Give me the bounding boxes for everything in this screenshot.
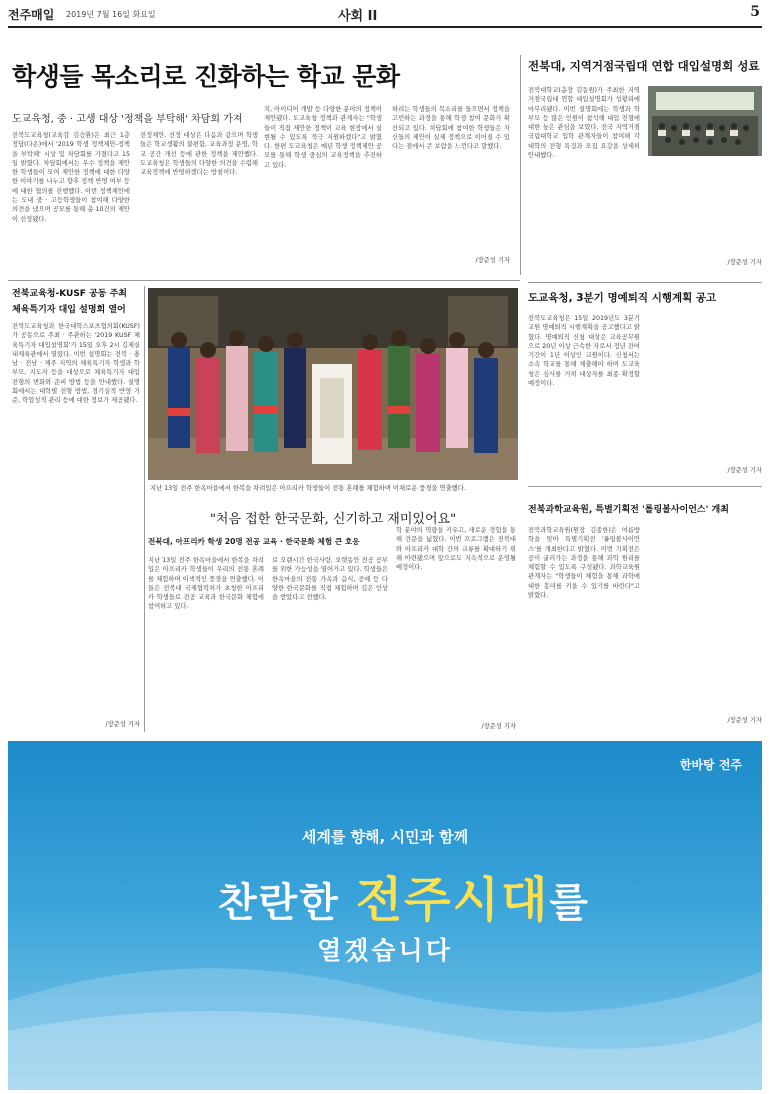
main-article-col3: 치, 아이디어 개발 등 다양한 분야의 정책이 제안됐다. 도교육청 정책과 관계자는 "학생들이 직접 제안한 정책이 교육 현장에서 실현될 수 있도록 적극 지원하겠다"고 밝혔다. 한편 도교육청은 매년 학생 정책제안 공모를 통해 학생 중심의 교육정책을 추진하고 있다. xyxy=(264,106,382,169)
side3-text-cont xyxy=(650,526,762,712)
section-divider xyxy=(528,282,762,283)
section-divider xyxy=(528,486,762,487)
side3-text: 전북과학교육원(원장 김종한)은 여름방학을 맞아 특별기획전 '롤링볼사이언스'를 개최한다고 밝혔다. 이번 기획전은 공이 굴러가는 과정을 통해 과학 원리를 체험할 수 있도록 구성됐다. 과학교육원 관계자는 "학생들이 체험을 통해 과학에 대한 흥미를 키울 수 있기를 바란다"고 밝혔다. xyxy=(528,527,640,600)
side2-text-cont xyxy=(650,314,762,464)
paper-name: 전주매일 xyxy=(8,8,55,22)
ad-headline xyxy=(218,861,590,930)
feature-col1: 지난 13일 전주 한옥마을에서 한복을 차려입은 아프리카 학생들이 우리의 전통 혼례를 체험하며 이색적인 풍경을 연출했다. 이들은 전북대 국제협력처가 초청한 아프리카 학생들로 전공 교육과 한국문화 체험에 참여하고 있다. xyxy=(148,557,264,611)
side1-text: 전북대학교(총장 김동원)가 주최한 지역거점국립대 연합 대입설명회가 성황리에 마무리됐다. 이번 설명회에는 학생과 학부모 등 많은 인원이 참석해 대입 전형에 대한 높은 관심을 보였다. 전국 지역거점국립대학교 입학 관계자들이 참여해 각 대학의 전형 특징과 모집 요강을 상세히 안내했다. xyxy=(528,87,640,160)
feature-col2: 로 오랜시간 한국사랑, 오랫동안 전공 공부를 위한 가능성을 열어가고 있다. 학생들은 한옥마을의 전통 가옥과 음식, 공예 등 다양한 한국문화를 직접 체험하며 깊은 인상을 받았다고 전했다. xyxy=(272,557,388,602)
ad-headline-part1: 찬란한 xyxy=(218,879,356,926)
side2-byline: /장준성 기자 xyxy=(727,467,762,474)
photo-caption: 지난 13일 전주 한옥마을에서 한복을 차려입은 아프리카 학생들이 전통 혼례를 체험하며 이채로운 풍경을 연출했다. xyxy=(150,485,466,492)
ad-headline-highlight: 전주시대 xyxy=(355,872,550,928)
feature-quote: "처음 접한 한국문화, 신기하고 재미있어요" xyxy=(209,512,457,527)
leftbox-byline: /장준성 기자 xyxy=(105,721,140,728)
section-divider xyxy=(8,280,520,281)
main-byline: /장준성 기자 xyxy=(475,257,510,264)
side1-headline: 전북대, 지역거점국립대 연합 대입설명회 성료 xyxy=(528,59,760,73)
main-article-col1: 전북도교육청(교육감 김승환)은 최근 1층 정담(다온)에서 '2019 학생 정책제안-정책을 부탁해' 시상 및 차담회를 가졌다고 15일 밝혔다. 차담회에서는 우수 정책을 제안한 학생들이 모여 제안한 정책에 대한 다양한 이야기를 나누고 향후 정책 반영 여부 등에 대한 협의를 진행했다. 이번 정책제안에는 도내 중 · 고등학생들이 참여해 다양한 의견을 냈으며 공모를 통해 총 10건의 제안이 선정됐다. xyxy=(12,132,130,223)
feature-byline: /장준성 기자 xyxy=(481,723,516,730)
page-number: 5 xyxy=(750,4,760,20)
column-divider xyxy=(520,55,521,275)
main-subhead: 도교육청, 중 · 고생 대상 '정책을 부탁해' 차담회 가져 xyxy=(12,114,243,125)
ad-tagline: 세계를 향해, 시민과 함께 xyxy=(301,828,469,846)
feature-photo xyxy=(148,288,518,480)
side1-photo xyxy=(648,86,762,156)
leftbox-subhead: 체육특기자 대입 설명회 열어 xyxy=(12,305,126,315)
main-article-col4: 하려는 학생들의 목소리를 들으면서 정책을 고민하는 과정을 통해 학생 참여 문화가 확산되고 있다. 차담회에 참여한 학생들은 자신들의 제안이 실제 정책으로 이어질 수 있다는 점에서 큰 보람을 느낀다고 말했다. xyxy=(392,106,510,151)
feature-subhead: 전북대, 아프리카 학생 20명 전공 교육 · 한국문화 체험 큰 호응 xyxy=(148,537,360,546)
ad-brand-logo: 한바탕 전주 xyxy=(679,758,742,772)
masthead xyxy=(8,4,762,28)
section-title: 사회 II xyxy=(338,9,378,24)
side2-headline: 도교육청, 3분기 명예퇴직 시행계획 공고 xyxy=(528,292,717,304)
ad-headline-part3: 를 xyxy=(549,879,590,926)
feature-col3: 학 분야의 역량을 키우고, 새로운 경험을 통해 견문을 넓혔다. 이번 프로그램은 전북대와 아프리카 대학 간의 교류를 확대하기 위해 마련됐으며 앞으로도 지속적으로 운영될 예정이다. xyxy=(396,527,516,572)
side1-byline: /장준성 기자 xyxy=(727,259,762,266)
side2-text: 전북도교육청은 15일 2019년도 3분기 교원 명예퇴직 시행계획을 공고했다고 밝혔다. 명예퇴직 신청 대상은 교육공무원으로 20년 이상 근속한 자로서 정년 잔여기간이 1년 이상인 교원이다. 신청서는 소속 학교를 통해 제출해야 하며 도교육청은 심사를 거쳐 대상자를 최종 확정할 예정이다. xyxy=(528,315,640,388)
main-article-col2: 전정제안. 선정 대상은 다음과 같으며 학생들은 학교생활의 불편함, 교육과정 운영, 학교 공간 개선 등에 관한 정책을 제안했다. 도교육청은 학생들의 다양한 의견을 수렴해 교육정책에 반영하겠다는 방침이다. xyxy=(140,132,258,177)
leftbox-headline: 전북교육청-KUSF 공동 주최 xyxy=(12,289,128,299)
column-divider xyxy=(144,286,145,732)
side3-byline: /장준성 기자 xyxy=(727,717,762,724)
ad-closing: 열겠습니다 xyxy=(317,936,453,965)
leftbox-text: 전북도교육청과 한국대학스포츠협의회(KUSF)가 공동으로 주최 · 주관하는 '2019 KUSF 체육특기자 대입설명회'가 15일 오후 2시 김제실내체육관에서 열렸다. 이번 설명회는 전북 · 충남 · 전남 · 제주 지역의 체육특기자 학생과 학부모, 지도자 등을 대상으로 체육특기자 대입 전형의 변화와 준비 방법 등을 안내했다. 설명회에서는 대학별 전형 방법, 경기실적 반영 기준, 학업성적 관리 등에 대한 정보가 제공됐다. xyxy=(12,323,140,405)
issue-date: 2019년 7월 16일 화요일 xyxy=(66,10,156,19)
main-headline: 학생들 목소리로 진화하는 학교 문화 xyxy=(12,62,400,91)
side3-headline: 전북과학교육원, 특별기획전 '롤링볼사이언스' 개최 xyxy=(528,505,729,515)
side1-text-cont xyxy=(648,162,762,252)
advertisement xyxy=(8,741,762,1090)
